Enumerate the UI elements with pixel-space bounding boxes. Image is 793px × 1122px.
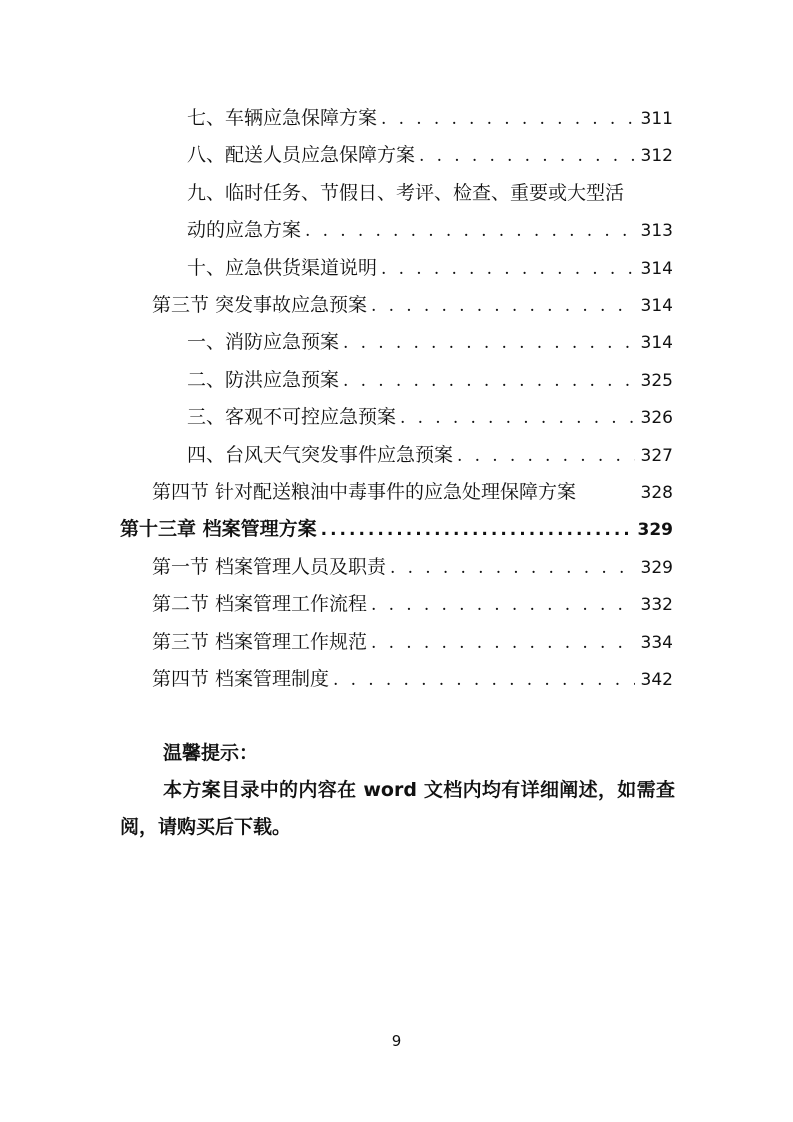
toc-entry-title: 三、客观不可控应急预案 [187,406,397,429]
page-number: 9 [391,1032,402,1050]
toc-subsection-entry[interactable] [187,437,673,474]
notice-heading: 温馨提示： [163,742,259,764]
notice-box [120,735,675,846]
toc-page-number: 329 [640,557,673,578]
toc-subsection-entry[interactable] [187,137,673,174]
toc-dot-leader [305,213,635,250]
toc-dot-leader [343,325,635,362]
toc-entry-title: 第四节 档案管理制度 [152,668,330,690]
toc-entry-title: 第三节 档案管理工作规范 [152,630,368,653]
toc-entry-title: 动的应急方案 [187,219,302,242]
toc-subsection-entry[interactable] [187,362,673,399]
toc-entry-title: 第一节 档案管理人员及职责 [152,555,387,578]
toc-section-entry[interactable] [152,586,673,623]
toc-dot-leader [321,512,632,549]
toc-subsection-entry[interactable] [187,399,673,436]
toc-page-number: 328 [640,483,673,503]
toc-entry-title: 四、台风天气突发事件应急预案 [187,443,454,466]
toc-page-number: 325 [640,370,673,391]
toc-section-entry[interactable] [152,474,673,511]
toc-subsection-entry[interactable] [187,100,673,137]
toc-page-number: 314 [640,296,673,316]
toc-chapter-entry[interactable] [120,511,673,548]
toc-dot-leader [371,625,635,662]
toc-dot-leader [390,550,635,587]
toc-page-number: 342 [640,670,673,690]
toc-entry-title: 二、防洪应急预案 [187,368,340,391]
toc-entry-title: 七、车辆应急保障方案 [187,107,378,129]
toc-entry-title: 第三节 突发事故应急预案 [152,294,368,316]
toc-page-number: 327 [640,445,673,466]
toc-subsection-entry[interactable] [187,212,673,249]
toc-entry-title: 十、应急供货渠道说明 [187,256,378,279]
toc-page-number: 314 [640,333,673,354]
toc-entry-title: 八、配送人员应急保障方案 [187,144,416,167]
toc-subsection-entry[interactable] [187,250,673,287]
toc-section-entry[interactable] [152,661,673,698]
toc-page-number: 313 [640,221,673,242]
toc-section-entry[interactable] [152,624,673,661]
toc-section-entry[interactable] [152,549,673,586]
toc-page-number: 334 [640,632,673,653]
toc-section-entry[interactable] [152,287,673,324]
toc-dot-leader [371,587,635,624]
toc-dot-leader [381,251,635,288]
toc-dot-leader [371,288,635,325]
toc-dot-leader [381,101,635,138]
toc-entry-title: 第四节 针对配送粮油中毒事件的应急处理保障方案 [152,481,577,503]
toc-subsection-entry[interactable] [187,175,673,212]
toc-entry-title: 第十三章 档案管理方案 [120,518,317,541]
toc-page-number: 311 [640,109,673,129]
toc-dot-leader [419,138,635,175]
toc-page-number: 329 [637,520,673,541]
toc-page-number: 312 [640,146,673,167]
toc-dot-leader [343,363,635,400]
notice-body: 本方案目录中的内容在 word 文档内均有详细阐述，如需查阅，请购买后下载。 [120,779,675,838]
toc-page-number: 314 [640,258,673,279]
toc-entry-title: 第二节 档案管理工作流程 [152,593,368,616]
toc-entry-title: 九、临时任务、节假日、考评、检查、重要或大型活 [187,181,625,204]
toc-entry-title: 一、消防应急预案 [187,331,340,354]
toc-dot-leader [457,438,635,475]
toc-page-number: 332 [640,595,673,616]
toc-subsection-entry[interactable] [187,324,673,361]
toc-dot-leader [333,662,635,699]
toc-dot-leader [400,400,635,437]
toc-page-number: 326 [640,408,673,429]
